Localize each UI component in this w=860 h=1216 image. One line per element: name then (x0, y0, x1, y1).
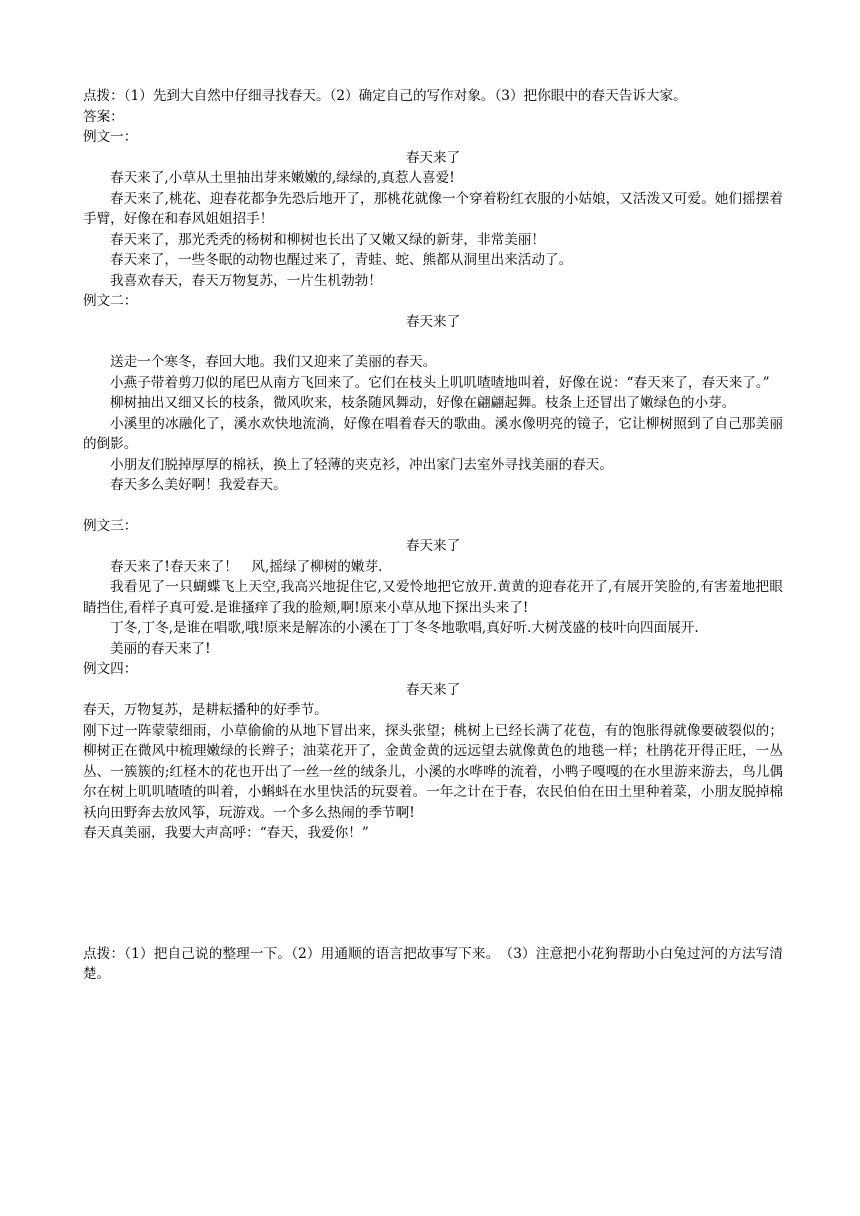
spacer (83, 496, 783, 516)
example-2-paragraph: 小燕子带着剪刀似的尾巴从南方飞回来了。它们在枝头上叽叽喳喳地叫着，好像在说：“春天来了，春天来了。” (110, 374, 770, 391)
example-2-paragraph: 小溪里的冰融化了，溪水欢快地流淌，好像在唱着春天的歌曲。溪水像明亮的镜子，它让柳树照到了自己那美丽的倒影。 (83, 415, 783, 452)
example-3-paragraph: 丁冬,丁冬,是谁在唱歌,哦!原来是解冻的小溪在丁丁冬冬地歌唱,真好听.大树茂盛的枝叶向四面展开. (110, 620, 699, 636)
example-2-paragraph: 春天多么美好啊！我爱春天。 (110, 477, 287, 493)
example-3-paragraph: 美丽的春天来了! (110, 640, 211, 657)
example-2-label: 例文二： (83, 293, 138, 309)
example-1-paragraph: 春天来了,小草从土里抽出芽来嫩嫩的,绿绿的,真惹人喜爱! (110, 170, 455, 186)
example-2-paragraph: 小朋友们脱掉厚厚的棉袄，换上了轻薄的夹克衫，冲出家门去室外寻找美丽的春天。 (110, 456, 613, 473)
example-1-label: 例文一： (83, 129, 138, 145)
example-4-line: 春天，万物复苏，是耕耘播种的好季节。 (83, 702, 328, 718)
example-1-paragraph: 春天来了，一些冬眠的动物也醒过来了，青蛙、蛇、熊都从洞里出来活动了。 (110, 252, 573, 268)
example-2-paragraph: 柳树抽出又细又长的枝条，微风吹来，枝条随风舞动，好像在翩翩起舞。枝条上还冒出了嫩绿色的小芽。 (110, 395, 736, 411)
spacer (83, 332, 783, 352)
example-4-line: 刚下过一阵蒙蒙细雨，小草偷偷的从地下冒出来，探头张望；桃树上已经长满了花苞，有的饱胀得就像要破裂似的；柳树正在微风中梳理嫩绿的长辫子；油菜花开了，金黄金黄的远远望去就像黄色的地毯一样；杜鹃花开得正旺，一丛丛、一簇簇的;红柽木的花也开出了一丝一丝的绒条儿，小溪的水哗哗的流着，小鸭子嘎嘎的在水里游来游去，鸟儿偶尔在树上叽叽喳喳的叫着，小蝌蚪在水里快活的玩耍着。一年之计在于春，农民伯伯在田土里种着菜，小朋友脱掉棉袄向田野奔去放风筝，玩游戏。一个多么热闹的季节啊! (83, 722, 783, 821)
example-1-paragraph: 春天来了，那光秃秃的杨树和柳树也长出了又嫩又绿的新芽，非常美丽！ (110, 231, 545, 248)
example-3-label: 例文三： (83, 517, 138, 534)
tip-top: 点拨：（1）先到大自然中仔细寻找春天。（2）确定自己的写作对象。（3）把你眼中的春天告诉大家。 (83, 88, 687, 104)
tip-bottom: 点拨：（1）把自己说的整理一下。（2）用通顺的语言把故事写下来。 （3）注意把小花狗帮助小白兔过河的方法写清楚。 (83, 945, 783, 982)
example-3-paragraph: 春天来了!春天来了！ 风,摇绿了柳树的嫩芽. (110, 558, 383, 575)
example-3-paragraph: 我看见了一只蝴蝶飞上天空,我高兴地捉住它,又爱怜地把它放开.黄黄的迎春花开了,有展开笑脸的,有害羞地把眼睛挡住,看样子真可爱.是谁搔痒了我的脸颊,啊!原来小草从地下探出头来了! (83, 579, 783, 616)
example-4-label: 例文四： (83, 661, 138, 677)
answer-label: 答案： (83, 108, 124, 125)
example-1-title: 春天来了 (405, 149, 461, 166)
example-4-line: 春天真美丽，我要大声高呼：“春天，我爱你！” (83, 825, 369, 841)
example-3-title: 春天来了 (405, 538, 461, 554)
spacer (83, 844, 783, 944)
example-4-title: 春天来了 (405, 681, 461, 698)
document-body (83, 86, 783, 985)
example-2-title: 春天来了 (405, 313, 461, 330)
example-1-paragraph: 我喜欢春天，春天万物复苏，一片生机勃勃！ (110, 272, 382, 289)
example-2-paragraph: 送走一个寒冬，春回大地。我们又迎来了美丽的春天。 (110, 354, 437, 370)
example-1-paragraph: 春天来了,桃花、迎春花都争先恐后地开了，那桃花就像一个穿着粉红衣服的小姑娘，又活泼又可爱。她们摇摆着手臂，好像在和春风姐姐招手！ (83, 190, 783, 227)
